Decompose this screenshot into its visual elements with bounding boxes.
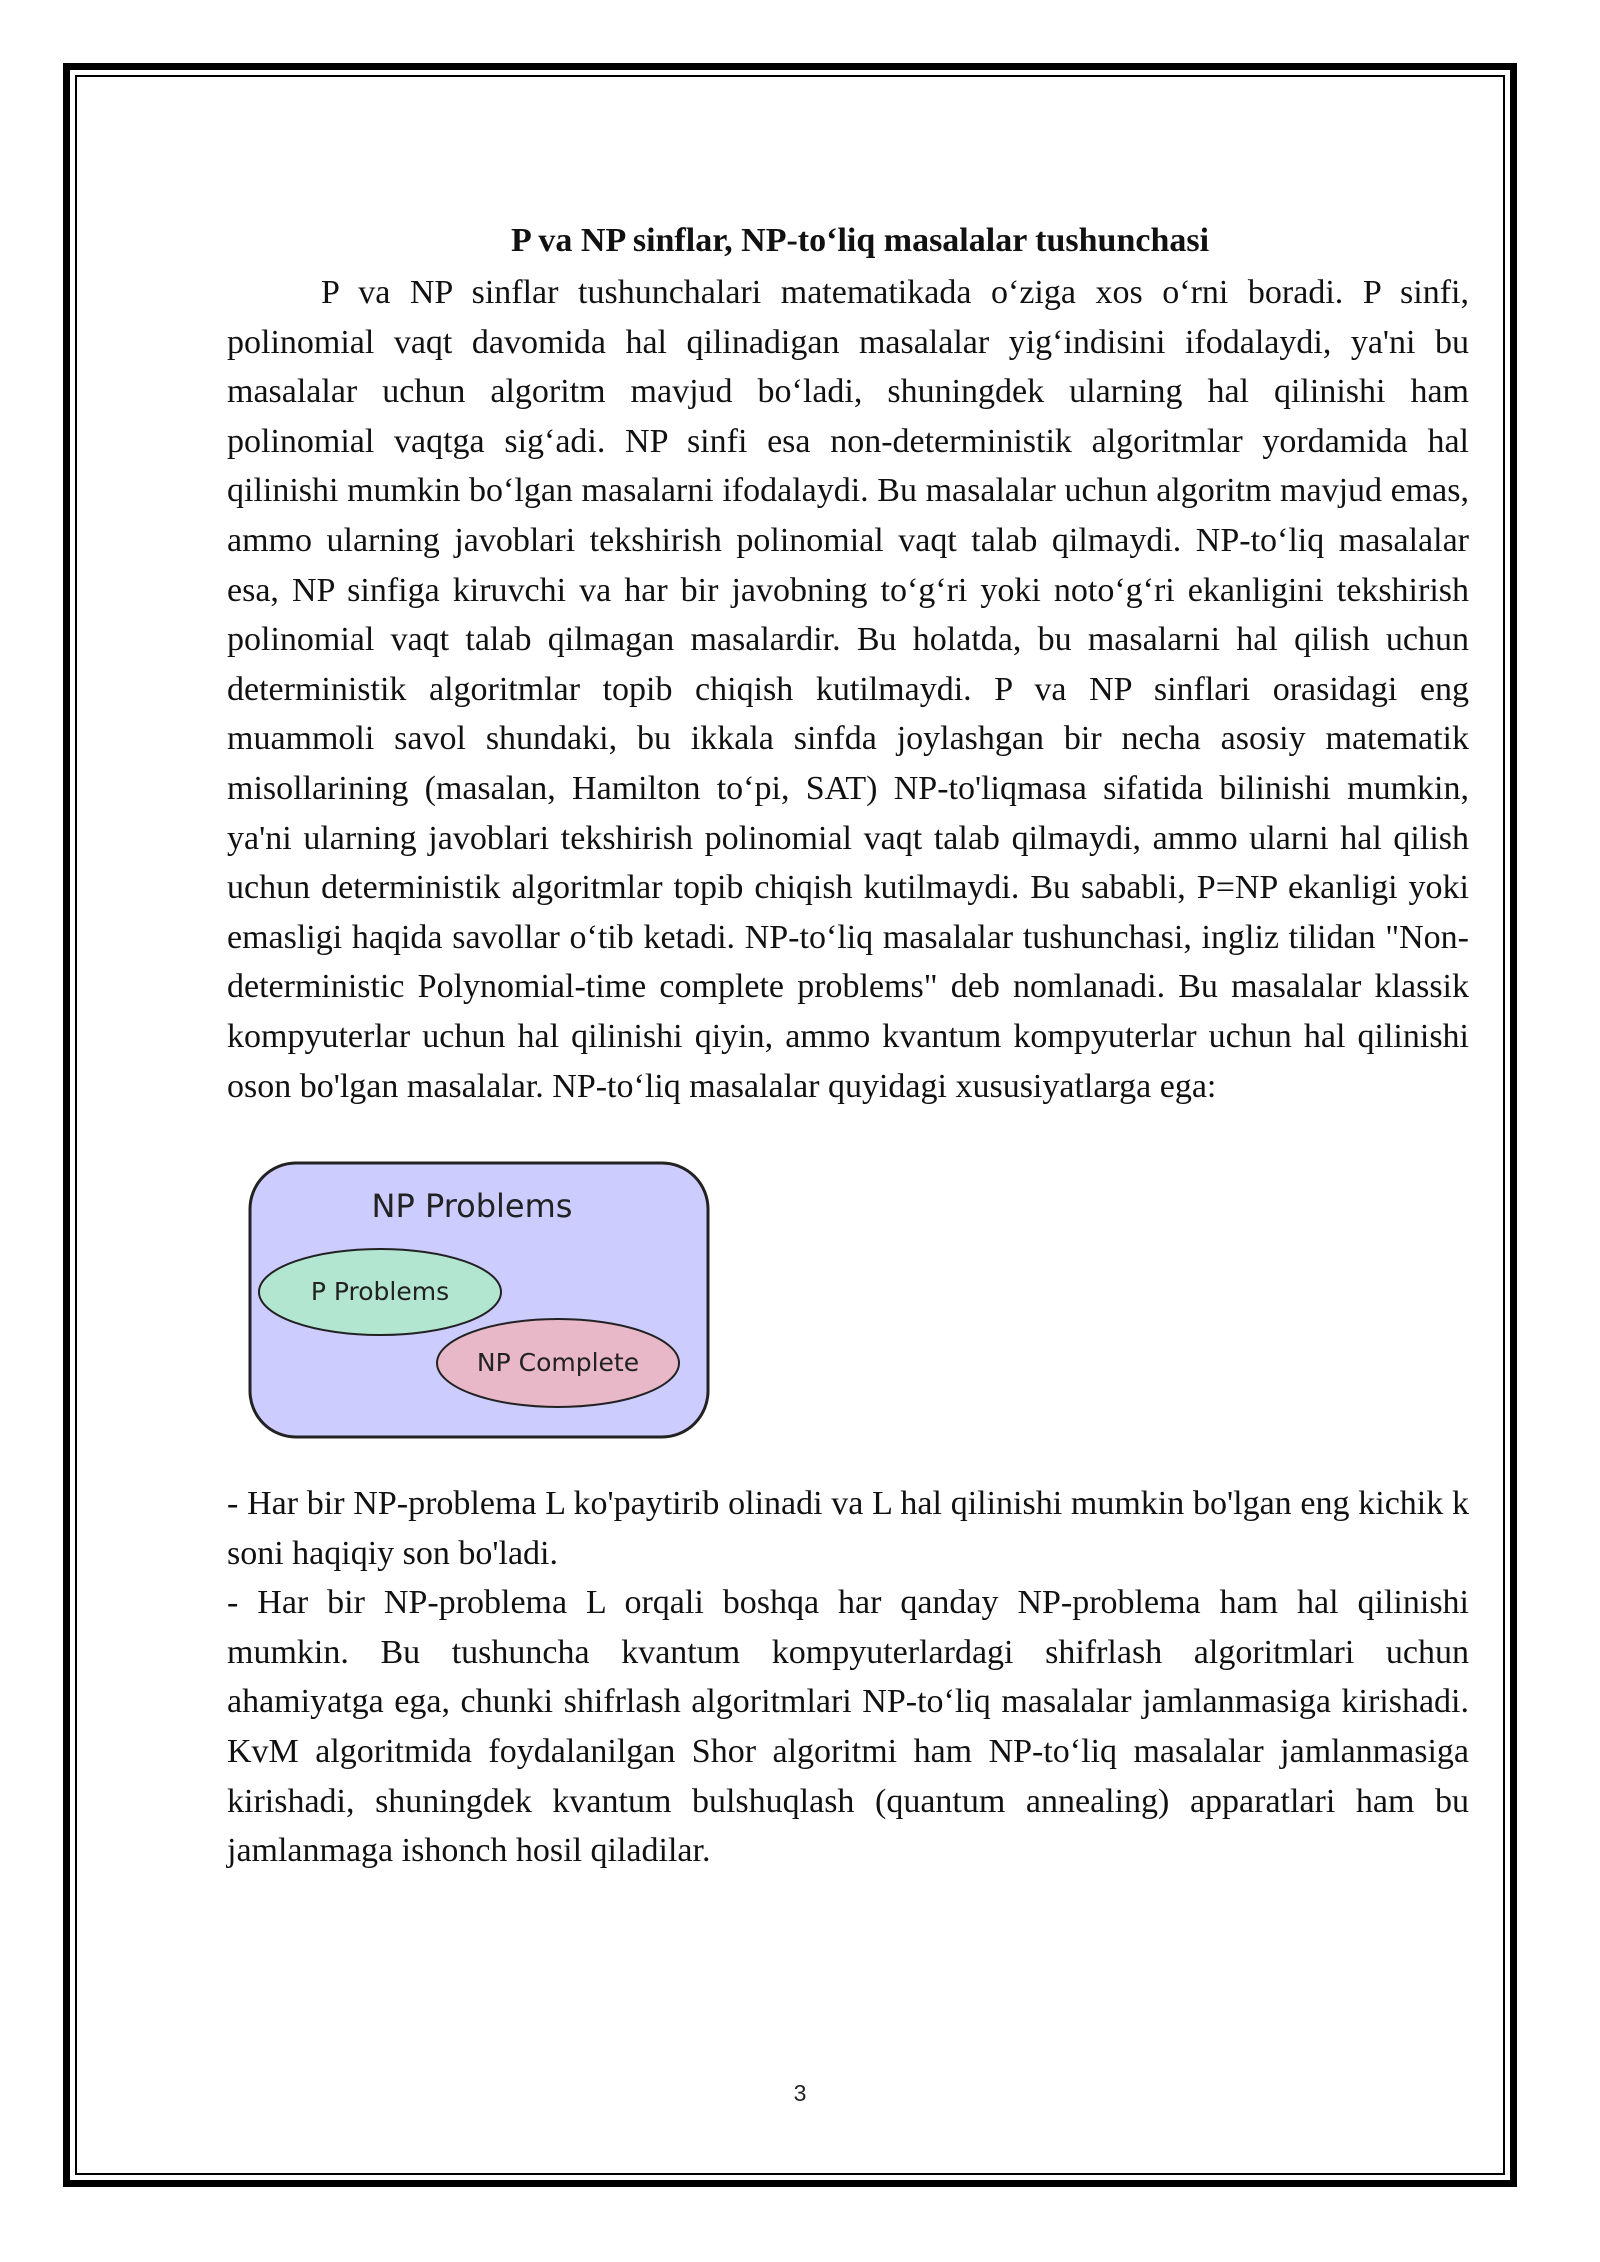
property-item-1: - Har bir NP-problema L ko'paytirib olinadi va L hal qilinishi mumkin bo'lgan eng kichik k soni haqiqiy son bo'ladi. — [227, 1485, 1469, 1572]
page-number: 3 — [793, 2080, 807, 2106]
property-list — [227, 1479, 1469, 1876]
body-paragraph: P va NP sinflar tushunchalari matematikada o‘ziga xos o‘rni boradi. P sinfi, polinomial vaqt davomida hal qilinadigan masalalar yig‘indisini ifodalaydi, ya'ni bu masalalar uchun algoritm mavjud bo‘ladi, shuningdek ularning hal qilinishi ham polinomial vaqtga sig‘adi. NP sinfi esa non-deterministik algoritmlar yordamida hal qilinishi mumkin bo‘lgan masalarni ifodalaydi. Bu masalalar uchun algoritm mavjud emas, ammo ularning javoblari tekshirish polinomial vaqt talab qilmaydi. NP-to‘liq masalalar esa, NP sinfiga kiruvchi va har bir javobning to‘g‘ri yoki noto‘g‘ri ekanligini tekshirish polinomial vaqt talab qilmagan masalardir. Bu holatda, bu masalarni hal qilish uchun deterministik algoritmlar topib chiqish kutilmaydi. P va NP sinflari orasidagi eng muammoli savol shundaki, bu ikkala sinfda joylashgan bir necha asosiy matematik misollarining (masalan, Hamilton to‘pi, SAT) NP-to'liqmasa sifatida bilinishi mumkin, ya'ni ularning javoblari tekshirish polinomial vaqt talab qilmaydi, ammo ularni hal qilish uchun deterministik algoritmlar topib chiqish kutilmaydi. Bu sababli, P=NP ekanligi yoki emasligi haqida savollar o‘tib ketadi. NP-to‘liq masalalar tushunchasi, ingliz tilidan "Non-deterministic Polynomial-time complete problems" deb nomlanadi. Bu masalalar klassik kompyuterlar uchun hal qilinishi qiyin, ammo kvantum kompyuterlar uchun hal qilinishi oson bo'lgan masalalar. NP-to‘liq masalalar quyidagi xususiyatlarga ega: — [227, 274, 1469, 1105]
p-problems-label: P Problems — [310, 1277, 450, 1307]
np-diagram — [246, 1159, 712, 1441]
property-item-2: - Har bir NP-problema L orqali boshqa har qanday NP-problema ham hal qilinishi mumkin. Bu tushuncha kvantum kompyuterlardagi shifrlash algoritmlari uchun ahamiyatga ega, chunki shifrlash algoritmlari NP-to‘liq masalalar jamlanmasiga kirishadi. KvM algoritmida foydalanilgan Shor algoritmi ham NP-to‘liq masalalar jamlanmasiga kirishadi, shuningdek kvantum bulshuqlash (quantum annealing) apparatlari ham bu jamlanmaga ishonch hosil qiladilar. — [227, 1584, 1469, 1870]
page-content — [227, 214, 1469, 1876]
np-problems-label: NP Problems — [371, 1187, 573, 1226]
np-diagram-svg — [246, 1159, 712, 1441]
np-complete-label: NP Complete — [476, 1348, 640, 1378]
document-title: P va NP sinflar, NP-to‘liq masalalar tushunchasi — [511, 222, 1210, 259]
